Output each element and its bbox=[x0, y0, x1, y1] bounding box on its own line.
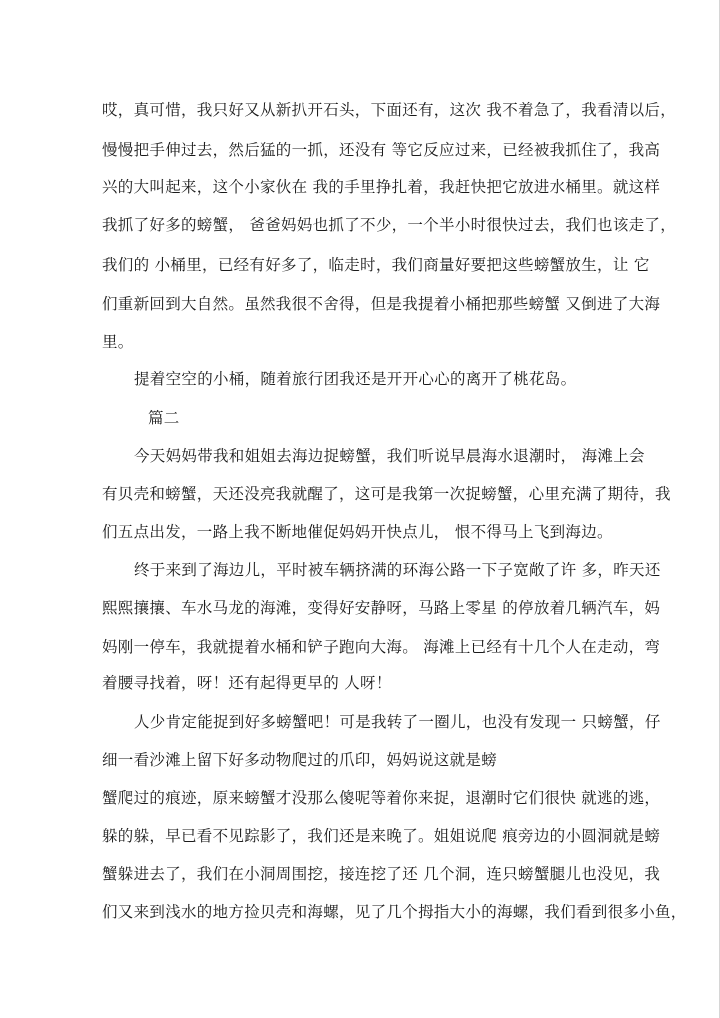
text-line: 慢慢把手伸过去，然后猛的一抓，还没有 等它反应过来，已经被我抓住了，我高 bbox=[102, 141, 661, 159]
text-line: 有贝壳和螃蟹，天还没亮我就醒了，这可是我第一次捉螃蟹，心里充满了期待，我 bbox=[102, 485, 671, 503]
text-line: 我们的 小桶里，已经有好多了，临走时，我们商量好要把这些螃蟹放生，让 它 bbox=[102, 256, 650, 274]
text-line: 哎，真可惜，我只好又从新扒开石头，下面还有，这次 我不着急了，我看清以后， bbox=[102, 101, 677, 119]
text-line: 妈刚一停车，我就提着水桶和铲子跑向大海。 海滩上已经有十几个人在走动，弯 bbox=[102, 638, 661, 656]
text-line: 着腰寻找着，呀！还有起得更早的 人呀！ bbox=[102, 674, 392, 692]
paragraph-first-line: 提着空空的小桶，随着旅行团我还是开开心心的离开了桃花岛。 bbox=[134, 370, 577, 388]
paragraph-first-line: 终于来到了海边儿，平时被车辆挤满的环海公路一下子宽敞了许 多，昨天还 bbox=[134, 561, 661, 579]
text-line: 熙熙攘攘、车水马龙的海滩，变得好安静呀，马路上零星 的停放着几辆汽车，妈 bbox=[102, 599, 661, 617]
text-line: 我抓了好多的螃蟹， 爸爸妈妈也抓了不少，一个半小时很快过去，我们也该走了， bbox=[102, 216, 677, 234]
text-line: 们五点出发，一路上我不断地催促妈妈开快点儿， 恨不得马上飞到海边。 bbox=[102, 523, 613, 541]
paragraph-first-line: 人少肯定能捉到好多螃蟹吧！可是我转了一圈儿，也没有发现一 只螃蟹，仔 bbox=[134, 713, 661, 731]
text-line: 里。 bbox=[102, 333, 134, 351]
text-line: 躲的躲，早已看不见踪影了，我们还是来晚了。姐姐说爬 痕旁边的小圆洞就是螃 bbox=[102, 827, 661, 845]
text-line: 兴的大叫起来，这个小家伙在 我的手里挣扎着，我赶快把它放进水桶里。就这样 bbox=[102, 178, 661, 196]
text-line: 细一看沙滩上留下好多动物爬过的爪印，妈妈说这就是螃 bbox=[102, 751, 498, 769]
text-line: 们重新回到大自然。虽然我很不舍得，但是我提着小桶把那些螃蟹 又倒进了大海 bbox=[102, 295, 661, 313]
text-line: 们又来到浅水的地方捡贝壳和海螺，见了几个拇指大小的海螺，我们看到很多小鱼， bbox=[102, 903, 687, 921]
text-line: 蟹躲进去了，我们在小洞周围挖，接连挖了还 几个洞，连只螃蟹腿儿也没见，我 bbox=[102, 865, 661, 883]
section-heading: 篇二 bbox=[148, 409, 180, 427]
text-line: 蟹爬过的痕迹，原来螃蟹才没那么傻呢等着你来捉，退潮时它们很快 就逃的逃， bbox=[102, 789, 661, 807]
paragraph-first-line: 今天妈妈带我和姐姐去海边捉螃蟹，我们听说早晨海水退潮时， 海滩上会 bbox=[134, 447, 645, 465]
